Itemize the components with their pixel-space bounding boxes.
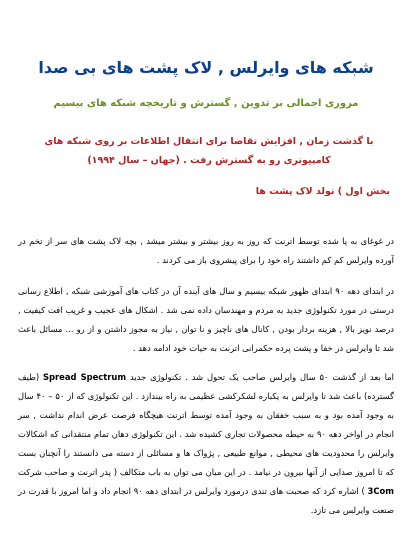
paragraph-2: در ابتدای دهه ۹۰ ابتدای ظهور شبکه بیسیم و سال های آینده آن در کتاب های آموزشی شبکه , اطلاع رسانی درستی در مورد تکنولوژی جدید به مردم و مهندسان داده نمی شد . اشکال های عجیب و غریب افت کیفیت , درصد نویز بالا , هزینه بردار بودن , کانال های ناچیز و نا توان , نیاز به مجوز داشتن و از رو ... مسائل باعث شد تا وایرلس در خفا و پشت پرده حکمرانی اترنت به حیات خود ادامه دهد . (18, 286, 394, 353)
paragraph-1: در غوغای به پا شده توسط اترنت که روز به روز بیشتر و بیشتر میشد , بچه لاک پشت های سر از تخم در آورده وایرلس کم کم داشتند راه خود را برای پیشروی باز می کردند . (18, 236, 394, 265)
intro-paragraph: با گذشت زمان , افزایش تقاضا برای انتقال اطلاعات بر روی شبکه های کامپیوتری رو به گسترش رفت . (جهان – سال ۱۹۹۴) (44, 136, 374, 166)
document-subtitle: مروری اجمالی بر تدوین , گسترش و تاریخچه شبکه های بیسیم (53, 98, 359, 109)
paragraph-3-part-2: (طیف گسترده) باعث شد تا وایرلس به یکباره لشکرکشی عظیمی به راه بیندازد . این تکنولوژی که از ۵۰ – ۴۰ سال به وجود آمده بود و به سبب خفقان به وجود آمده توسط اترنت هیچگاه فرصت عرض اندام نداشت , سر انجام در اواخر دهه ۹۰ به حیطه محصولات تجاری کشیده شد . این تکنولوژی دهان تمام منتقدانی که اشکالات وایرلس را محدودیت های محیطی , موانع طبیعی , پژواک ها و مسائلی از دسته می دانستند را آنچنان بست که تا امروز صدایی از آنها بیرون در نیامد . در این میان می توان به باب متکالف ( پدر اترنت و صاحب شرکت (18, 372, 394, 477)
3com-term: 3Com (367, 486, 394, 496)
paragraph-3-part-1: اما بعد از گذشت ۵۰ سال وایرلس صاحب یک تحول شد . تکنولوژی جدید (129, 372, 394, 382)
paragraph-3-part-3: ) اشاره کرد که صحبت های تندی درمورد وایرلس در ابتدای دهه ۹۰ انجام داد و اما امروز با قدرت در صنعت وایرلس می تازد. (18, 486, 394, 515)
paragraph-3 (18, 368, 394, 520)
spread-spectrum-term: Spread Spectrum (43, 372, 127, 382)
section-heading: بخش اول ) تولد لاک پشت ها (255, 186, 390, 197)
document-title: شبکه های وایرلس , لاک پشت های بی صدا (38, 58, 374, 77)
